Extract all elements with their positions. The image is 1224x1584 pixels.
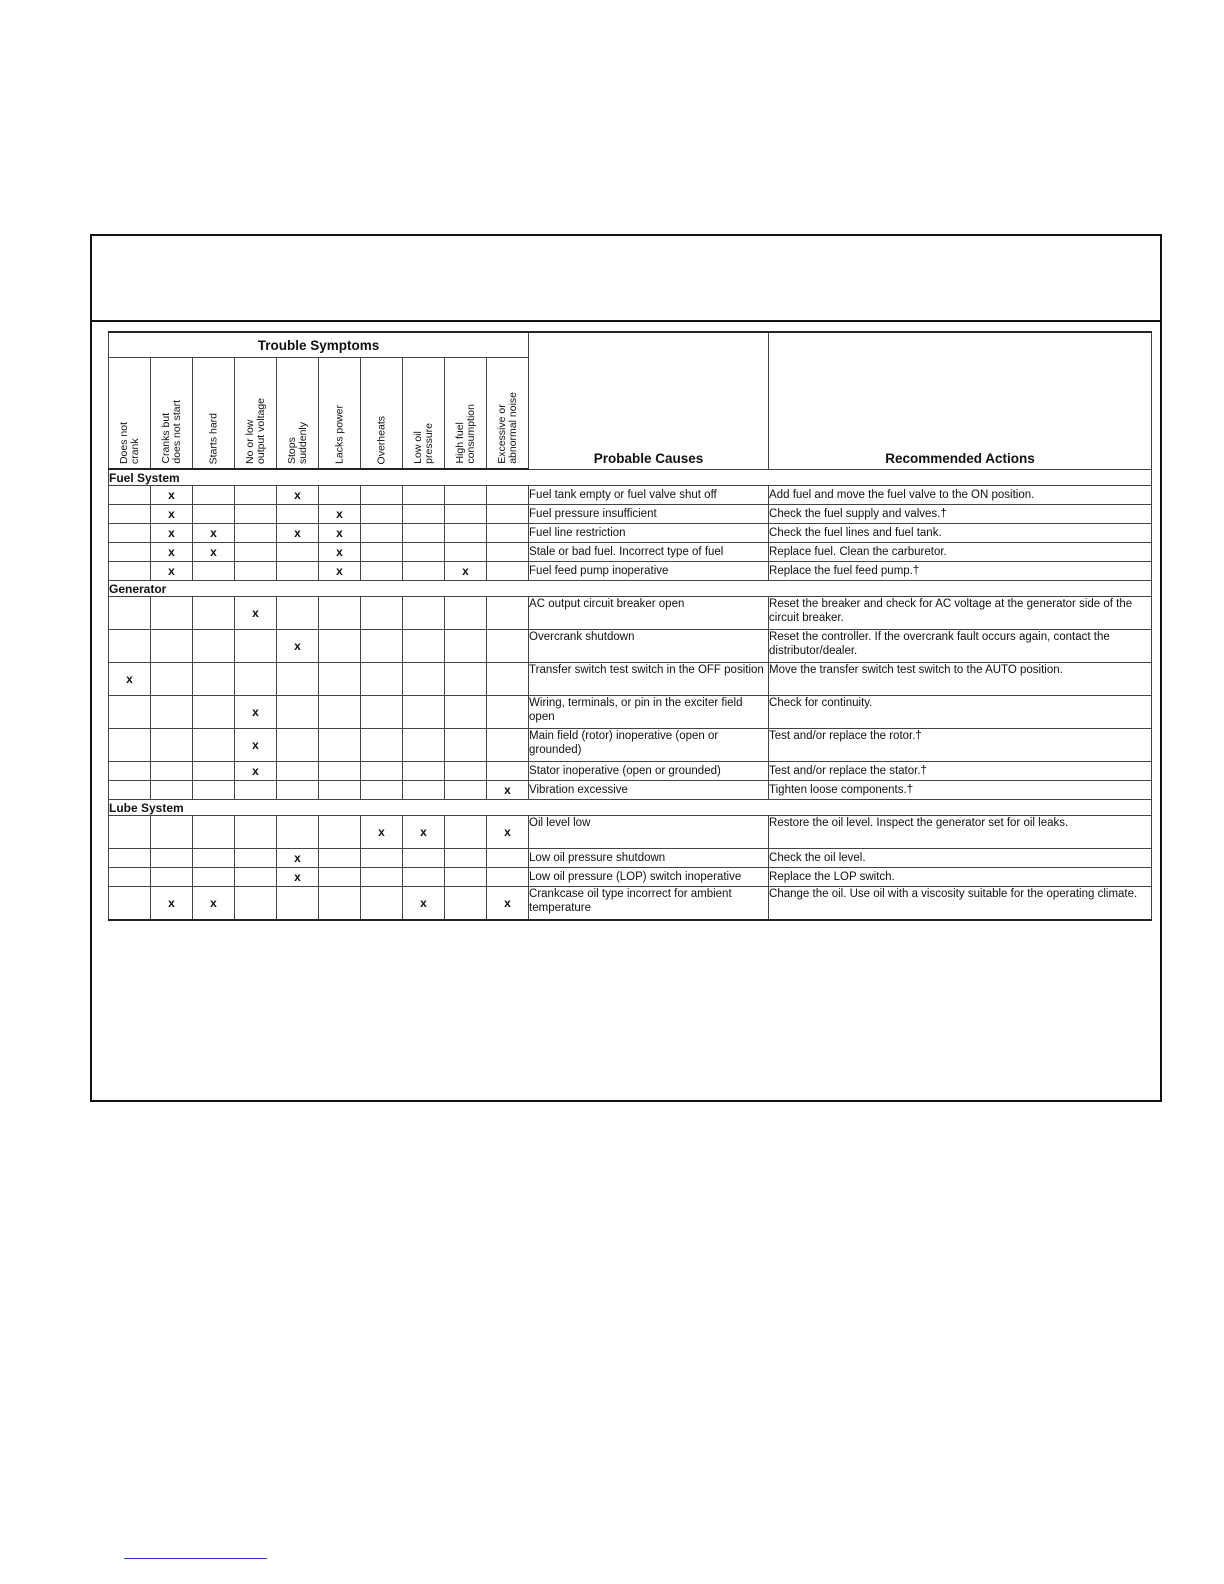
symptom-cell: x bbox=[277, 630, 319, 663]
symptom-cell bbox=[319, 630, 361, 663]
symptom-cell bbox=[151, 816, 193, 849]
symptom-cell bbox=[235, 816, 277, 849]
recommended-action-cell: Check the fuel lines and fuel tank. bbox=[769, 524, 1152, 543]
symptom-cell bbox=[319, 868, 361, 887]
recommended-action-cell: Test and/or replace the rotor.† bbox=[769, 729, 1152, 762]
symptom-cell: x bbox=[109, 663, 151, 696]
section-title: Lube System bbox=[109, 800, 1152, 816]
symptom-cell: x bbox=[403, 816, 445, 849]
symptom-cell bbox=[445, 816, 487, 849]
symptom-cell: x bbox=[151, 524, 193, 543]
section-row bbox=[109, 469, 1152, 486]
symptom-cell bbox=[361, 696, 403, 729]
symptom-cell bbox=[319, 729, 361, 762]
symptom-cell bbox=[403, 729, 445, 762]
symptom-cell bbox=[403, 696, 445, 729]
symptom-label: Cranks but does not start bbox=[159, 400, 183, 464]
recommended-action-cell: Test and/or replace the stator.† bbox=[769, 762, 1152, 781]
symptom-cell bbox=[235, 781, 277, 800]
probable-cause-cell: Transfer switch test switch in the OFF position bbox=[529, 663, 769, 696]
symptom-cell bbox=[403, 543, 445, 562]
recommended-actions-header: Recommended Actions bbox=[769, 332, 1152, 469]
symptom-cell bbox=[403, 630, 445, 663]
symptom-cell bbox=[403, 562, 445, 581]
symptom-cell bbox=[193, 486, 235, 505]
troubleshooting-table bbox=[108, 331, 1152, 921]
symptom-cell bbox=[403, 505, 445, 524]
symptom-cell bbox=[487, 868, 529, 887]
recommended-action-cell: Check the fuel supply and valves.† bbox=[769, 505, 1152, 524]
symptom-cell bbox=[403, 524, 445, 543]
symptom-cell bbox=[109, 887, 151, 921]
symptom-cell: x bbox=[151, 562, 193, 581]
symptom-cell bbox=[487, 849, 529, 868]
symptom-cell bbox=[277, 816, 319, 849]
symptom-label: High fuel consumption bbox=[453, 404, 477, 464]
symptom-cell bbox=[277, 781, 319, 800]
symptom-cell: x bbox=[361, 816, 403, 849]
symptom-cell bbox=[109, 849, 151, 868]
recommended-action-cell: Replace the fuel feed pump.† bbox=[769, 562, 1152, 581]
symptom-label: Excessive or abnormal noise bbox=[495, 392, 519, 464]
symptom-cell: x bbox=[403, 887, 445, 921]
table-row bbox=[109, 762, 1152, 781]
symptom-cell bbox=[193, 696, 235, 729]
symptom-cell bbox=[319, 663, 361, 696]
symptom-cell bbox=[361, 524, 403, 543]
symptom-cell bbox=[403, 486, 445, 505]
symptom-cell bbox=[319, 696, 361, 729]
symptom-cell bbox=[193, 816, 235, 849]
probable-cause-cell: Crankcase oil type incorrect for ambient temperature bbox=[529, 887, 769, 921]
symptom-cell: x bbox=[319, 505, 361, 524]
recommended-action-cell: Tighten loose components.† bbox=[769, 781, 1152, 800]
symptom-cell: x bbox=[277, 524, 319, 543]
symptom-cell bbox=[487, 524, 529, 543]
symptom-header bbox=[235, 358, 277, 470]
symptom-cell bbox=[109, 696, 151, 729]
symptom-cell bbox=[445, 887, 487, 921]
symptom-cell bbox=[109, 597, 151, 630]
probable-cause-cell: Overcrank shutdown bbox=[529, 630, 769, 663]
recommended-action-cell: Replace the LOP switch. bbox=[769, 868, 1152, 887]
symptom-label: Starts hard bbox=[207, 412, 219, 464]
recommended-action-cell: Check the oil level. bbox=[769, 849, 1152, 868]
troubleshooting-table-wrap bbox=[108, 331, 1151, 921]
symptom-cell bbox=[319, 486, 361, 505]
probable-causes-header: Probable Causes bbox=[529, 332, 769, 469]
symptom-cell bbox=[151, 729, 193, 762]
symptom-cell bbox=[277, 562, 319, 581]
symptom-cell bbox=[235, 562, 277, 581]
symptom-cell bbox=[445, 486, 487, 505]
symptom-cell: x bbox=[151, 543, 193, 562]
symptom-cell: x bbox=[235, 762, 277, 781]
table-row bbox=[109, 868, 1152, 887]
symptom-cell bbox=[151, 849, 193, 868]
symptom-cell bbox=[109, 816, 151, 849]
symptom-header bbox=[403, 358, 445, 470]
symptom-cell bbox=[403, 597, 445, 630]
symptom-header bbox=[361, 358, 403, 470]
symptom-cell: x bbox=[235, 597, 277, 630]
symptom-cell: x bbox=[277, 868, 319, 887]
symptom-cell bbox=[109, 562, 151, 581]
symptom-cell bbox=[361, 597, 403, 630]
symptom-cell bbox=[151, 781, 193, 800]
symptom-header bbox=[487, 358, 529, 470]
symptom-cell bbox=[109, 781, 151, 800]
symptom-cell bbox=[193, 562, 235, 581]
recommended-action-cell: Restore the oil level. Inspect the generator set for oil leaks. bbox=[769, 816, 1152, 849]
symptom-cell bbox=[403, 849, 445, 868]
symptom-cell: x bbox=[487, 887, 529, 921]
symptom-cell bbox=[445, 597, 487, 630]
symptom-cell bbox=[319, 849, 361, 868]
symptom-cell bbox=[109, 630, 151, 663]
symptom-cell bbox=[319, 781, 361, 800]
symptom-cell bbox=[151, 696, 193, 729]
symptom-cell bbox=[193, 505, 235, 524]
symptom-cell bbox=[361, 849, 403, 868]
symptom-cell bbox=[445, 762, 487, 781]
symptom-cell bbox=[361, 729, 403, 762]
probable-cause-cell: AC output circuit breaker open bbox=[529, 597, 769, 630]
section-row bbox=[109, 800, 1152, 816]
symptom-cell bbox=[361, 663, 403, 696]
table-row bbox=[109, 486, 1152, 505]
symptom-label: Lacks power bbox=[333, 405, 345, 464]
symptom-cell bbox=[487, 562, 529, 581]
symptom-cell bbox=[277, 762, 319, 781]
symptom-label: Stops suddenly bbox=[285, 421, 309, 464]
symptom-cell bbox=[487, 729, 529, 762]
probable-cause-cell: Fuel feed pump inoperative bbox=[529, 562, 769, 581]
symptom-cell bbox=[445, 849, 487, 868]
symptom-cell: x bbox=[277, 849, 319, 868]
table-row bbox=[109, 630, 1152, 663]
symptom-cell: x bbox=[151, 486, 193, 505]
symptom-cell bbox=[403, 762, 445, 781]
symptom-cell bbox=[361, 505, 403, 524]
symptom-header bbox=[109, 358, 151, 470]
symptom-cell bbox=[109, 729, 151, 762]
table-row bbox=[109, 729, 1152, 762]
symptom-cell bbox=[193, 781, 235, 800]
table-row bbox=[109, 781, 1152, 800]
symptom-cell bbox=[319, 597, 361, 630]
symptom-cell bbox=[235, 663, 277, 696]
symptom-cell: x bbox=[193, 543, 235, 562]
symptom-cell bbox=[193, 868, 235, 887]
section-title: Generator bbox=[109, 581, 1152, 597]
symptom-cell: x bbox=[487, 781, 529, 800]
symptom-cell bbox=[235, 849, 277, 868]
probable-cause-cell: Main field (rotor) inoperative (open or grounded) bbox=[529, 729, 769, 762]
symptom-label: No or low output voltage bbox=[243, 398, 267, 464]
symptom-cell bbox=[487, 630, 529, 663]
symptom-cell bbox=[277, 887, 319, 921]
recommended-action-cell: Move the transfer switch test switch to the AUTO position. bbox=[769, 663, 1152, 696]
probable-cause-cell: Fuel tank empty or fuel valve shut off bbox=[529, 486, 769, 505]
symptom-cell bbox=[445, 729, 487, 762]
table-row bbox=[109, 887, 1152, 921]
recommended-action-cell: Replace fuel. Clean the carburetor. bbox=[769, 543, 1152, 562]
probable-cause-cell: Vibration excessive bbox=[529, 781, 769, 800]
symptom-cell bbox=[193, 849, 235, 868]
probable-cause-cell: Fuel pressure insufficient bbox=[529, 505, 769, 524]
probable-cause-cell: Wiring, terminals, or pin in the exciter field open bbox=[529, 696, 769, 729]
symptom-cell: x bbox=[445, 562, 487, 581]
symptom-cell bbox=[319, 762, 361, 781]
symptom-cell bbox=[487, 486, 529, 505]
probable-cause-cell: Stator inoperative (open or grounded) bbox=[529, 762, 769, 781]
symptom-cell: x bbox=[319, 543, 361, 562]
recommended-action-cell: Change the oil. Use oil with a viscosity suitable for the operating climate. bbox=[769, 887, 1152, 921]
symptom-cell bbox=[277, 663, 319, 696]
symptom-cell bbox=[361, 486, 403, 505]
symptom-cell bbox=[361, 781, 403, 800]
symptom-cell: x bbox=[151, 887, 193, 921]
symptom-cell bbox=[403, 663, 445, 696]
symptom-label: Overheats bbox=[375, 415, 387, 464]
symptom-cell bbox=[109, 762, 151, 781]
symptom-cell bbox=[109, 868, 151, 887]
table-row bbox=[109, 543, 1152, 562]
symptom-cell bbox=[109, 543, 151, 562]
symptom-cell bbox=[193, 762, 235, 781]
symptom-cell bbox=[235, 505, 277, 524]
section-title: Fuel System bbox=[109, 469, 1152, 486]
symptom-cell: x bbox=[193, 887, 235, 921]
symptom-cell bbox=[277, 597, 319, 630]
symptom-cell: x bbox=[277, 486, 319, 505]
section-row bbox=[109, 581, 1152, 597]
symptom-cell bbox=[277, 729, 319, 762]
symptom-cell bbox=[151, 663, 193, 696]
recommended-action-cell: Add fuel and move the fuel valve to the ON position. bbox=[769, 486, 1152, 505]
symptom-label: Does not crank bbox=[117, 421, 141, 464]
symptom-cell bbox=[151, 630, 193, 663]
symptom-cell bbox=[235, 543, 277, 562]
recommended-action-cell: Reset the breaker and check for AC voltage at the generator side of the circuit breaker. bbox=[769, 597, 1152, 630]
symptom-cell: x bbox=[319, 562, 361, 581]
symptom-cell bbox=[361, 887, 403, 921]
symptom-cell bbox=[277, 696, 319, 729]
symptom-cell bbox=[193, 597, 235, 630]
recommended-action-cell: Reset the controller. If the overcrank fault occurs again, contact the distributor/dealer. bbox=[769, 630, 1152, 663]
symptom-cell: x bbox=[235, 729, 277, 762]
trouble-symptoms-title: Trouble Symptoms bbox=[109, 332, 529, 358]
symptom-cell bbox=[487, 663, 529, 696]
symptom-cell bbox=[445, 505, 487, 524]
symptom-cell bbox=[445, 543, 487, 562]
symptom-cell: x bbox=[193, 524, 235, 543]
symptom-cell bbox=[487, 505, 529, 524]
frame-divider bbox=[92, 320, 1160, 322]
table-row bbox=[109, 849, 1152, 868]
symptom-header bbox=[445, 358, 487, 470]
table-row bbox=[109, 505, 1152, 524]
table-row bbox=[109, 663, 1152, 696]
table-row bbox=[109, 597, 1152, 630]
table-row bbox=[109, 816, 1152, 849]
symptom-cell bbox=[361, 630, 403, 663]
symptom-cell bbox=[319, 887, 361, 921]
symptom-cell bbox=[109, 505, 151, 524]
symptom-cell bbox=[277, 505, 319, 524]
symptom-cell bbox=[109, 486, 151, 505]
recommended-action-cell: Check for continuity. bbox=[769, 696, 1152, 729]
symptom-cell bbox=[319, 816, 361, 849]
symptom-cell: x bbox=[235, 696, 277, 729]
symptom-cell bbox=[193, 729, 235, 762]
symptom-cell bbox=[487, 762, 529, 781]
symptom-cell bbox=[361, 762, 403, 781]
table-row bbox=[109, 696, 1152, 729]
symptom-cell bbox=[487, 696, 529, 729]
probable-cause-cell: Oil level low bbox=[529, 816, 769, 849]
footnote-rule bbox=[124, 1558, 267, 1559]
symptom-cell bbox=[151, 868, 193, 887]
table-row bbox=[109, 524, 1152, 543]
symptom-cell bbox=[445, 781, 487, 800]
symptom-cell bbox=[445, 524, 487, 543]
symptom-cell bbox=[487, 543, 529, 562]
symptom-header bbox=[193, 358, 235, 470]
symptom-cell bbox=[403, 868, 445, 887]
table-body bbox=[109, 469, 1152, 920]
table-row bbox=[109, 562, 1152, 581]
symptom-cell bbox=[235, 868, 277, 887]
symptom-cell bbox=[151, 597, 193, 630]
probable-cause-cell: Low oil pressure shutdown bbox=[529, 849, 769, 868]
symptom-cell bbox=[193, 630, 235, 663]
symptom-cell: x bbox=[151, 505, 193, 524]
probable-cause-cell: Low oil pressure (LOP) switch inoperative bbox=[529, 868, 769, 887]
symptom-cell bbox=[445, 663, 487, 696]
symptom-cell bbox=[445, 630, 487, 663]
symptom-cell bbox=[361, 543, 403, 562]
symptom-cell bbox=[193, 663, 235, 696]
symptom-cell bbox=[403, 781, 445, 800]
symptom-cell bbox=[361, 562, 403, 581]
symptom-cell bbox=[361, 868, 403, 887]
symptom-cell bbox=[235, 887, 277, 921]
probable-cause-cell: Fuel line restriction bbox=[529, 524, 769, 543]
symptom-cell: x bbox=[487, 816, 529, 849]
symptom-cell bbox=[235, 524, 277, 543]
probable-cause-cell: Stale or bad fuel. Incorrect type of fuel bbox=[529, 543, 769, 562]
symptom-cell bbox=[487, 597, 529, 630]
symptom-cell bbox=[235, 630, 277, 663]
troubleshooting-frame bbox=[90, 234, 1162, 1102]
symptom-header bbox=[277, 358, 319, 470]
symptom-label: Low oil pressure bbox=[411, 423, 435, 464]
symptom-header bbox=[319, 358, 361, 470]
symptom-header bbox=[151, 358, 193, 470]
symptom-cell bbox=[235, 486, 277, 505]
symptom-cell bbox=[151, 762, 193, 781]
symptom-cell: x bbox=[319, 524, 361, 543]
symptom-cell bbox=[445, 696, 487, 729]
symptom-cell bbox=[445, 868, 487, 887]
symptom-cell bbox=[109, 524, 151, 543]
symptom-cell bbox=[277, 543, 319, 562]
